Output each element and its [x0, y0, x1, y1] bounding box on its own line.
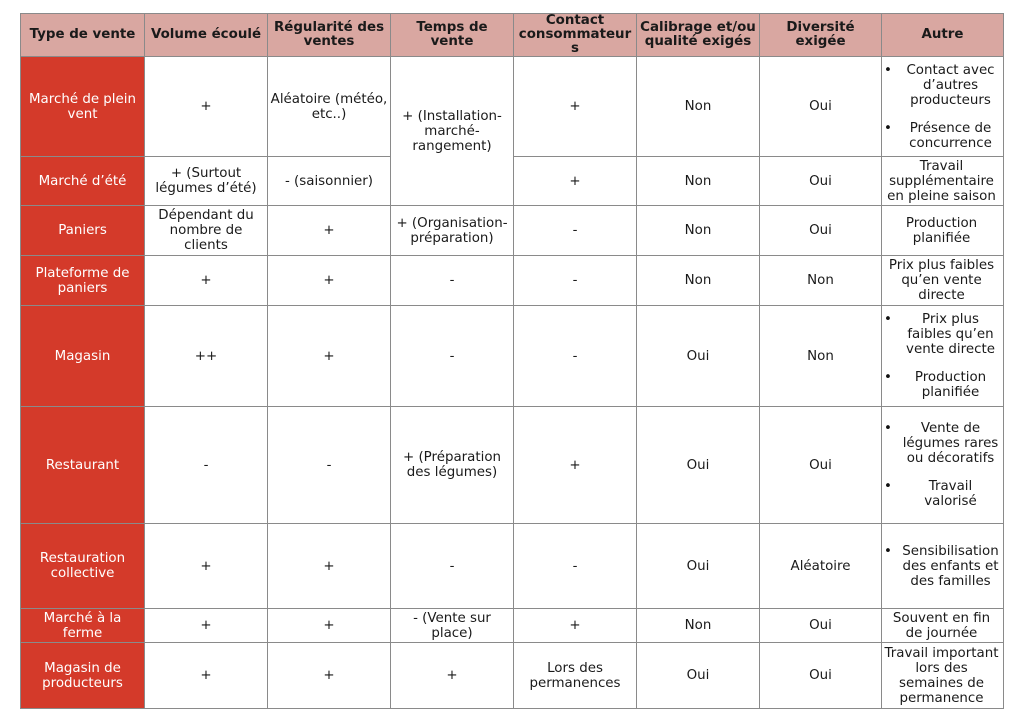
- cell-volume: +: [145, 524, 268, 609]
- cell-temps: -: [391, 306, 514, 407]
- cell-type: Marché à la ferme: [21, 609, 145, 643]
- cell-volume: + (Surtout légumes d’été): [145, 157, 268, 206]
- header-row: [21, 14, 1004, 57]
- cell-calibrage: Non: [637, 206, 760, 256]
- cell-type: Plateforme de paniers: [21, 256, 145, 306]
- autre-list-item: • Vente de légumes rares ou décoratifs: [884, 421, 999, 466]
- autre-list-item: • Production planifiée: [884, 370, 999, 400]
- cell-calibrage: Oui: [637, 524, 760, 609]
- cell-diversite: Non: [760, 256, 882, 306]
- cell-type: Marché d’été: [21, 157, 145, 206]
- autre-list-item: • Travail valorisé: [884, 479, 999, 509]
- cell-autre: [882, 306, 1004, 407]
- cell-autre: Production planifiée: [882, 206, 1004, 256]
- header-autre: Autre: [882, 14, 1004, 57]
- cell-type: Paniers: [21, 206, 145, 256]
- cell-contact: +: [514, 609, 637, 643]
- cell-regularite: +: [268, 524, 391, 609]
- cell-calibrage: Oui: [637, 643, 760, 709]
- cell-diversite: Non: [760, 306, 882, 407]
- autre-list: [884, 63, 999, 151]
- cell-autre: [882, 57, 1004, 157]
- cell-volume: -: [145, 407, 268, 524]
- cell-regularite: -: [268, 407, 391, 524]
- cell-temps: - (Vente sur place): [391, 609, 514, 643]
- cell-contact: -: [514, 256, 637, 306]
- header-contact: Contact consommateurs: [514, 14, 637, 57]
- cell-volume: +: [145, 609, 268, 643]
- cell-calibrage: Non: [637, 57, 760, 157]
- cell-type: Magasin: [21, 306, 145, 407]
- cell-diversite: Oui: [760, 157, 882, 206]
- cell-contact: +: [514, 407, 637, 524]
- cell-autre: Prix plus faibles qu’en vente directe: [882, 256, 1004, 306]
- cell-diversite: Oui: [760, 407, 882, 524]
- autre-list: [884, 312, 999, 400]
- cell-type: Restaurant: [21, 407, 145, 524]
- cell-diversite: Aléatoire: [760, 524, 882, 609]
- cell-regularite: +: [268, 609, 391, 643]
- cell-type: Restauration collective: [21, 524, 145, 609]
- cell-calibrage: Non: [637, 157, 760, 206]
- table-row: [21, 256, 1004, 306]
- cell-temps: + (Installation-marché-rangement): [391, 57, 514, 206]
- cell-regularite: Aléatoire (météo, etc..): [268, 57, 391, 157]
- cell-contact: Lors des permanences: [514, 643, 637, 709]
- cell-contact: +: [514, 157, 637, 206]
- cell-regularite: +: [268, 206, 391, 256]
- sales-comparison-table-wrapper: [20, 13, 1004, 709]
- cell-autre: Souvent en fin de journée: [882, 609, 1004, 643]
- cell-regularite: +: [268, 643, 391, 709]
- cell-type: Magasin de producteurs: [21, 643, 145, 709]
- autre-list-item: • Prix plus faibles qu’en vente directe: [884, 312, 999, 357]
- header-volume-ecoule: Volume écoulé: [145, 14, 268, 57]
- table-row: [21, 57, 1004, 157]
- cell-temps: -: [391, 256, 514, 306]
- cell-regularite: +: [268, 256, 391, 306]
- header-regularite: Régularité des ventes: [268, 14, 391, 57]
- cell-type: Marché de plein vent: [21, 57, 145, 157]
- cell-contact: -: [514, 306, 637, 407]
- table-row: [21, 407, 1004, 524]
- cell-calibrage: Non: [637, 609, 760, 643]
- cell-diversite: Oui: [760, 609, 882, 643]
- cell-diversite: Oui: [760, 57, 882, 157]
- cell-volume: ++: [145, 306, 268, 407]
- cell-temps: -: [391, 524, 514, 609]
- sales-comparison-table: [20, 13, 1004, 709]
- cell-contact: -: [514, 524, 637, 609]
- cell-regularite: +: [268, 306, 391, 407]
- header-calibrage: Calibrage et/ou qualité exigés: [637, 14, 760, 57]
- autre-list-item: • Contact avec d’autres producteurs: [884, 63, 999, 108]
- header-diversite: Diversité exigée: [760, 14, 882, 57]
- cell-calibrage: Oui: [637, 407, 760, 524]
- cell-calibrage: Non: [637, 256, 760, 306]
- cell-regularite: - (saisonnier): [268, 157, 391, 206]
- autre-list: [884, 544, 999, 589]
- autre-list-item: • Présence de concurrence: [884, 121, 999, 151]
- cell-volume: +: [145, 57, 268, 157]
- cell-autre: Travail supplémentaire en pleine saison: [882, 157, 1004, 206]
- table-row: [21, 609, 1004, 643]
- cell-autre: [882, 407, 1004, 524]
- cell-temps: + (Organisation-préparation): [391, 206, 514, 256]
- cell-volume: +: [145, 256, 268, 306]
- table-row: [21, 306, 1004, 407]
- cell-calibrage: Oui: [637, 306, 760, 407]
- cell-temps: + (Préparation des légumes): [391, 407, 514, 524]
- header-type-de-vente: Type de vente: [21, 14, 145, 57]
- table-row: [21, 206, 1004, 256]
- cell-autre: Travail important lors des semaines de permanence: [882, 643, 1004, 709]
- cell-diversite: Oui: [760, 206, 882, 256]
- cell-diversite: Oui: [760, 643, 882, 709]
- table-row: [21, 524, 1004, 609]
- cell-volume: Dépendant du nombre de clients: [145, 206, 268, 256]
- header-temps-de-vente: Temps de vente: [391, 14, 514, 57]
- cell-autre: [882, 524, 1004, 609]
- autre-list-item: • Sensibilisation des enfants et des familles: [884, 544, 999, 589]
- table-row: [21, 643, 1004, 709]
- cell-temps: +: [391, 643, 514, 709]
- cell-volume: +: [145, 643, 268, 709]
- autre-list: [884, 421, 999, 509]
- cell-contact: +: [514, 57, 637, 157]
- cell-contact: -: [514, 206, 637, 256]
